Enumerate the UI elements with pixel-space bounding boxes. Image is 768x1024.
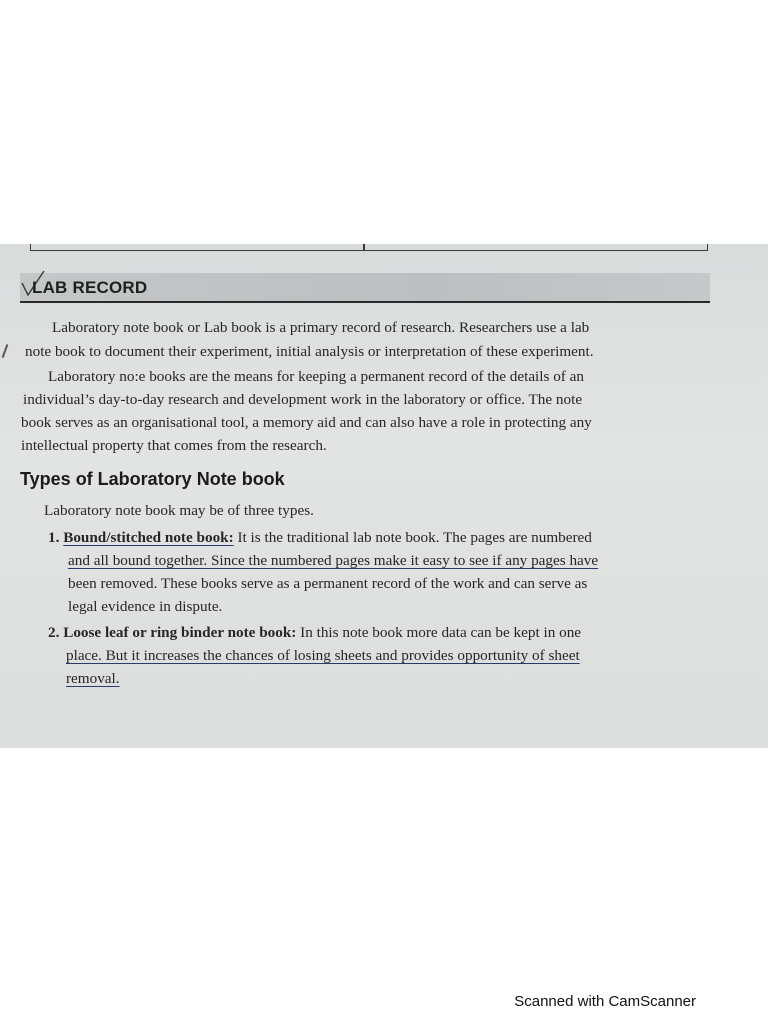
para1-line2: note book to document their experiment, initial analysis or interpretation of these experiment. — [25, 343, 594, 360]
para1-line1: Laboratory note book or Lab book is a primary record of research. Researchers use a lab — [52, 319, 590, 336]
section-title: LAB RECORD — [32, 278, 148, 297]
scanner-watermark: Scanned with CamScanner — [514, 993, 696, 1010]
table-bottom-edge — [30, 244, 708, 251]
item1-line4: legal evidence in dispute. — [68, 598, 223, 615]
item2-heading: Loose leaf or ring binder note book: — [63, 624, 297, 641]
section-header — [20, 273, 710, 303]
item1-number: 1. — [48, 529, 60, 546]
item2-line3: removal. — [66, 670, 120, 687]
scanned-page — [0, 244, 768, 748]
item1-heading: Bound/stitched note book: — [63, 529, 234, 546]
item1-line3: been removed. These books serve as a permanent record of the work and can serve as — [68, 575, 588, 592]
para2-line3: book serves as an organisational tool, a memory aid and can also have a role in protecting any — [21, 414, 592, 431]
item1-line1-text: It is the traditional lab note book. The pages are numbered — [233, 529, 592, 546]
types-intro: Laboratory note book may be of three types. — [44, 502, 314, 519]
para2-line2: individual’s day-to-day research and development work in the laboratory or office. The note — [23, 391, 583, 408]
item2-line1-text: In this note book more data can be kept in one — [296, 624, 582, 641]
margin-mark — [2, 344, 9, 358]
item2-number: 2. — [48, 624, 60, 641]
types-heading: Types of Laboratory Note book — [20, 469, 285, 489]
item1-line2: and all bound together. Since the numbered pages make it easy to see if any pages have — [68, 552, 599, 569]
para2-line4: intellectual property that comes from the research. — [21, 437, 327, 454]
item1-line1 — [48, 526, 592, 550]
para2-line1: Laboratory no:e books are the means for keeping a permanent record of the details of an — [48, 368, 584, 385]
item2-line1 — [48, 621, 581, 645]
item2-line2: place. But it increases the chances of losing sheets and provides opportunity of sheet — [66, 647, 580, 664]
